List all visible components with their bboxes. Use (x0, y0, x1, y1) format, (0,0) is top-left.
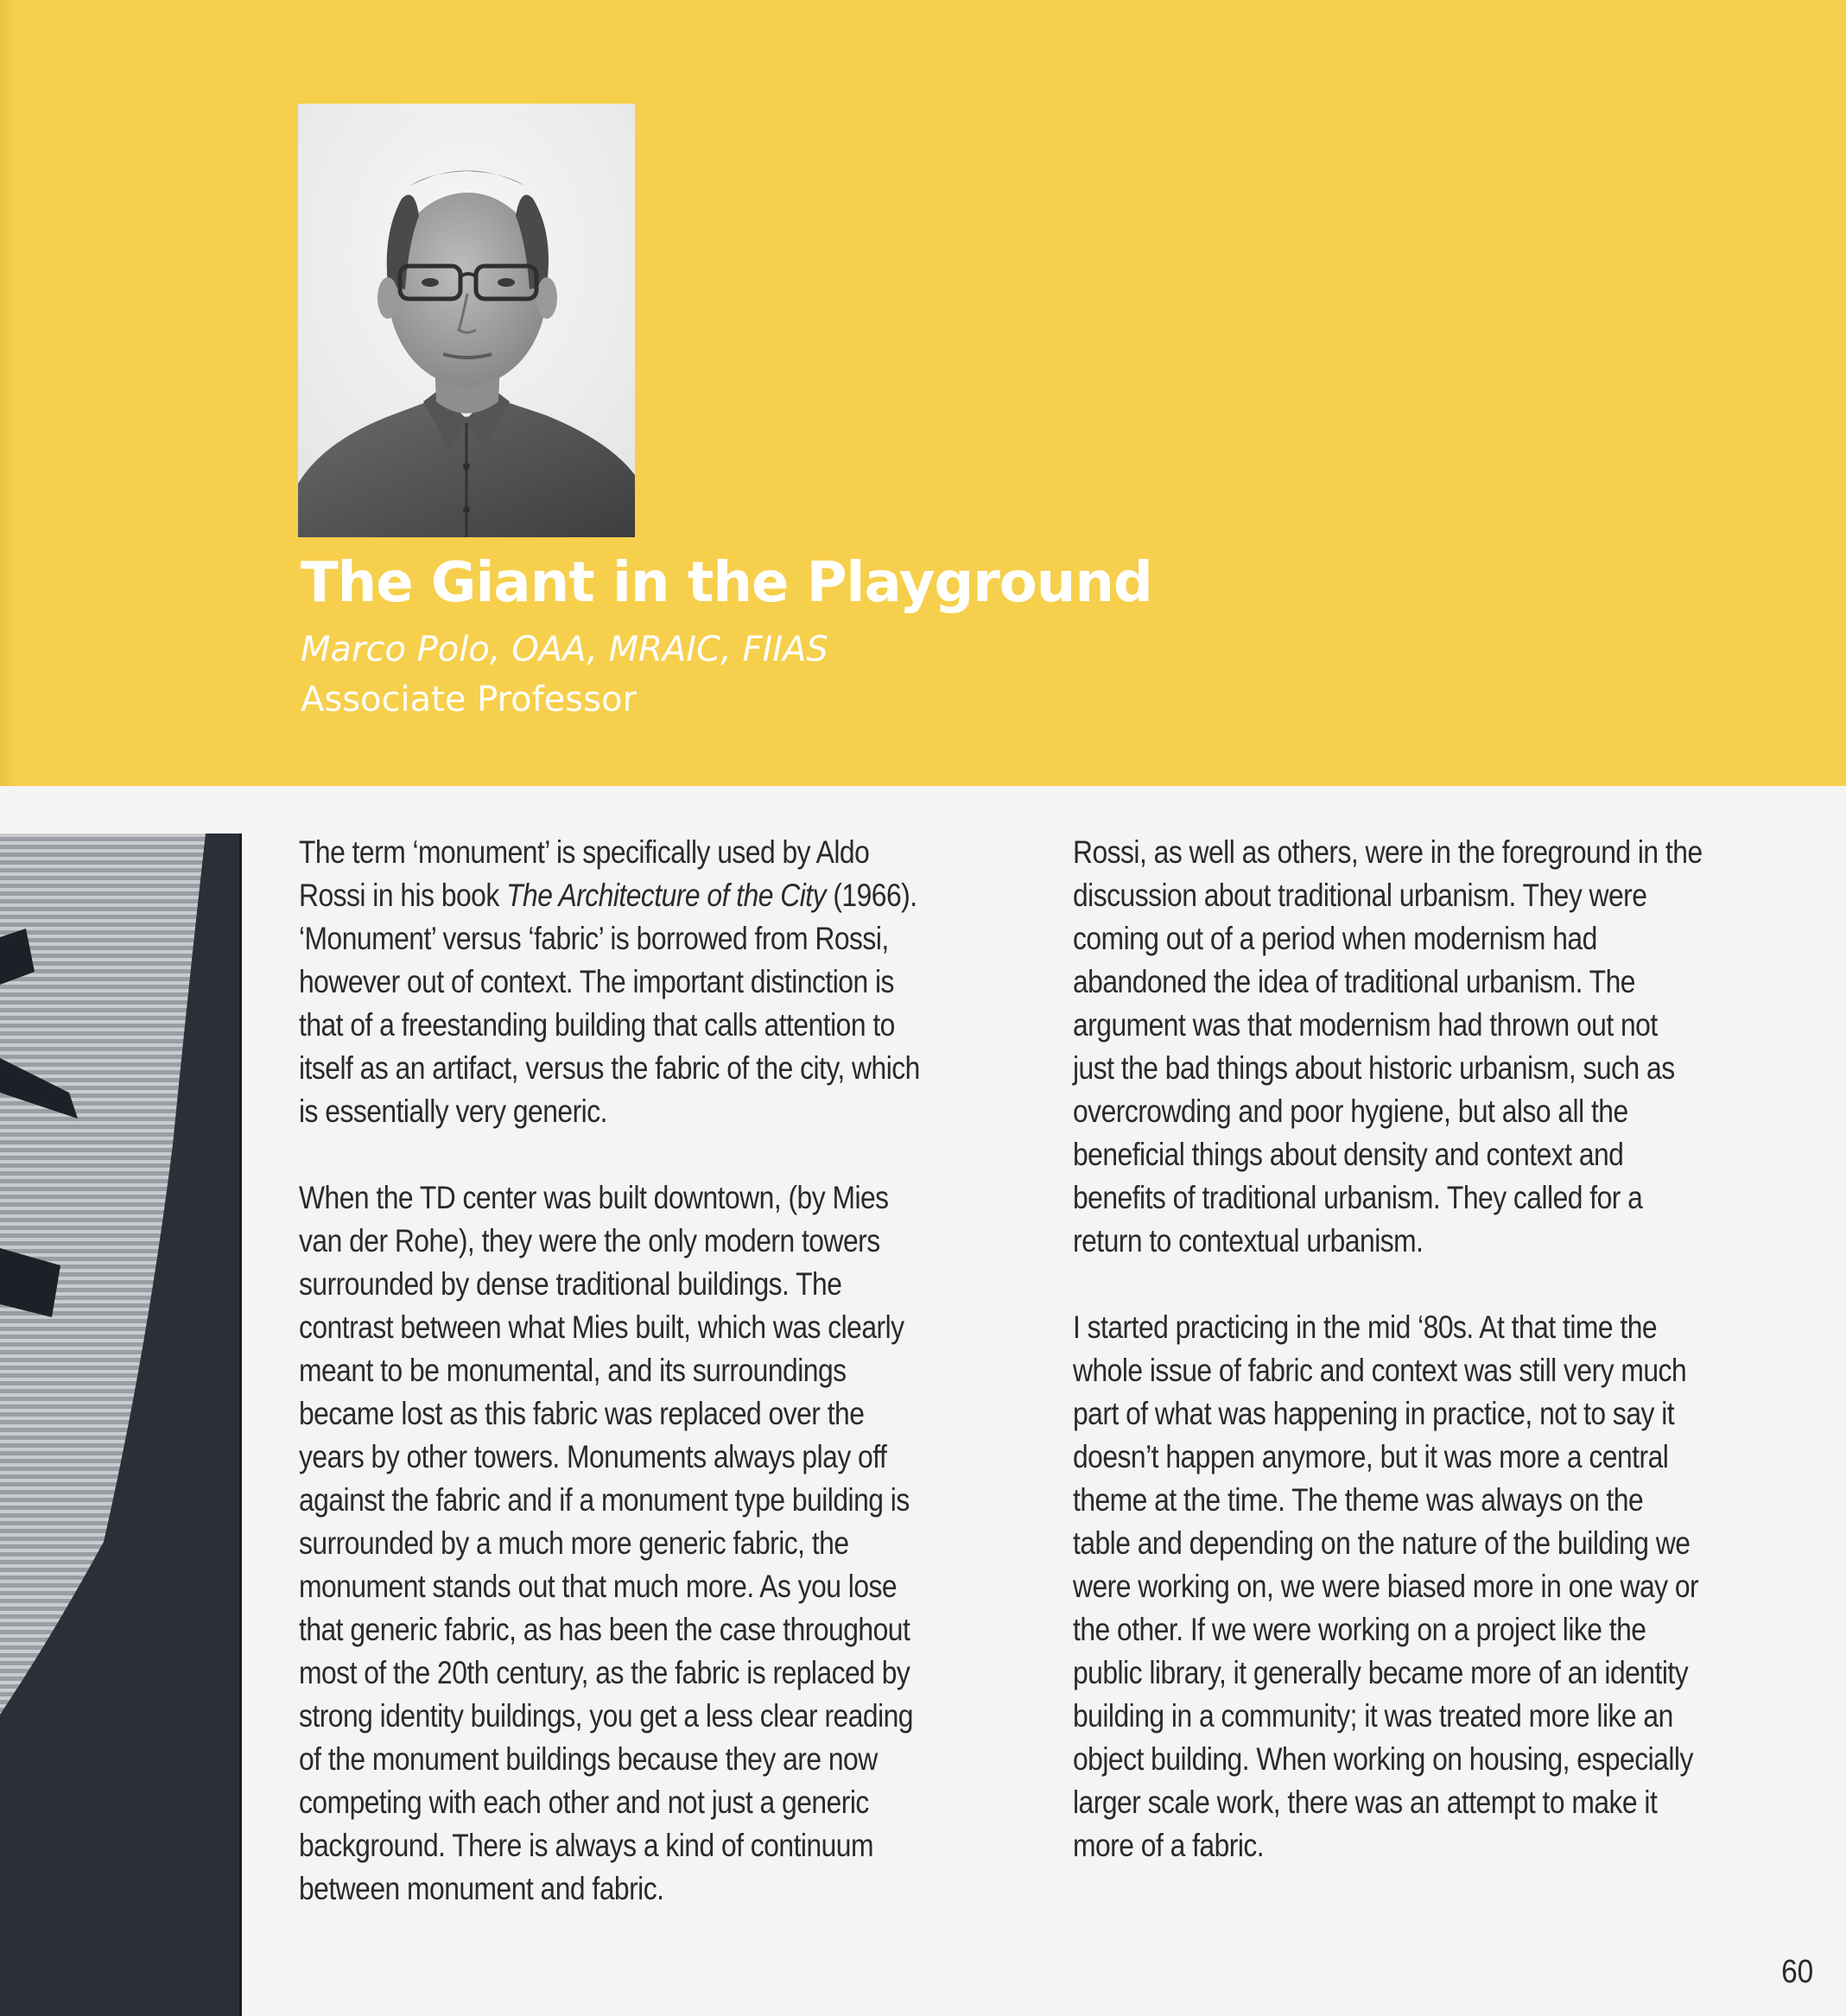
side-architecture-photo (0, 834, 242, 2016)
book-title: The Architecture of the City (506, 878, 827, 913)
page-gutter-shadow (0, 0, 16, 786)
paragraph-text: The term ‘monument’ is specifically used by Aldo Rossi in his book (299, 834, 870, 913)
body-column-right (1073, 831, 1704, 1867)
author-name: Marco Polo, OAA, MRAIC, FIIAS (301, 630, 828, 669)
author-portrait-photo (298, 104, 635, 537)
body-paragraph (299, 831, 930, 1133)
page-number: 60 (1780, 1954, 1813, 1990)
body-paragraph: I started practicing in the mid ‘80s. At that time the whole issue of fabric and context was still very much part of what was happening in practice, not to say it doesn’t happen anymore, but it was more a central theme at the time. The theme was always on the table and depending on the nature of the building we were working on, we were biased more in one way or the other. If we were working on a project like the public library, it generally became more of an identity building in a community; it was treated more like an object building. When working on housing, especially larger scale work, there was an attempt to make it more of a fabric. (1073, 1309, 1699, 1863)
author-role: Associate Professor (301, 680, 637, 720)
article-title: The Giant in the Playground (301, 551, 1152, 615)
body-paragraph: When the TD center was built downtown, (by Mies van der Rohe), they were the only modern towers surrounded by dense traditional buildings. The contrast between what Mies built, which was clearly meant to be monumental, and its surroundings became lost as this fabric was replaced over the years by other towers. Monuments always play off against the fabric and if a monument type building is surrounded by a much more generic fabric, the monument stands out that much more. As you lose that generic fabric, as has been the case throughout most of the 20th century, as the fabric is replaced by strong identity buildings, you get a less clear reading of the monument buildings because they are now competing with each other and not just a generic background. There is always a kind of continuum between monument and fabric. (299, 1180, 913, 1906)
body-column-left (299, 831, 930, 1911)
header-band (0, 0, 1846, 786)
paragraph-text: (1966). ‘Monument’ versus ‘fabric’ is borrowed from Rossi, however out of context. The important distinction is that of a freestanding building that calls attention to itself as an artifact, versus the fabric of the city, which is essentially very generic. (299, 878, 920, 1129)
body-paragraph: Rossi, as well as others, were in the foreground in the discussion about traditional urbanism. They were coming out of a period when modernism had abandoned the idea of traditional urbanism. The argument was that modernism had thrown out not just the bad things about historic urbanism, such as overcrowding and poor hygiene, but also all the beneficial things about density and context and benefits of traditional urbanism. They called for a return to contextual urbanism. (1073, 834, 1703, 1258)
